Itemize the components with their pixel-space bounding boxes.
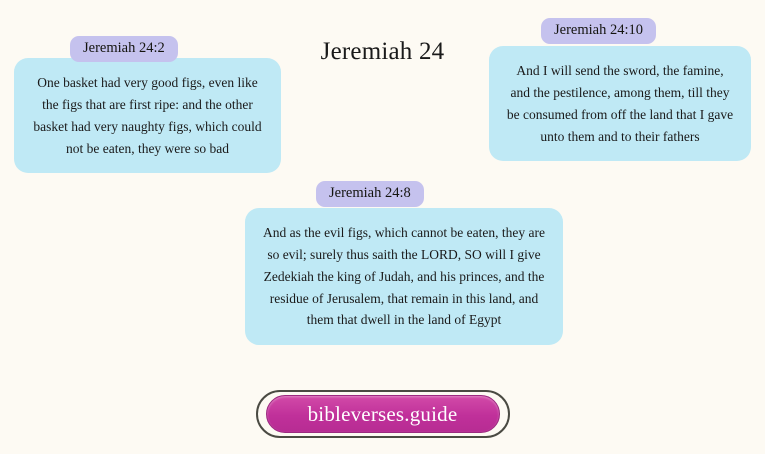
brand-pill[interactable] [266,395,500,433]
verse-label-jeremiah-24-2: Jeremiah 24:2 [70,36,178,62]
page-title: Jeremiah 24 [320,38,445,65]
verse-card-jeremiah-24-10: And I will send the sword, the famine, and the pestilence, among them, till they be consumed from off the land that I gave unto them and to their fathers [489,46,751,161]
verse-label-jeremiah-24-8: Jeremiah 24:8 [316,181,424,207]
verse-label-jeremiah-24-10: Jeremiah 24:10 [541,18,656,44]
verse-card-jeremiah-24-8: And as the evil figs, which cannot be eaten, they are so evil; surely thus saith the LORD, SO will I give Zedekiah the king of Judah, and his princes, and the residue of Jerusalem, that remain in this land, and them that dwell in the land of Egypt [245,208,563,345]
brand-footer [256,390,510,438]
verse-card-jeremiah-24-2: One basket had very good figs, even like the figs that are first ripe: and the other basket had very naughty figs, which could not be eaten, they were so bad [14,58,281,173]
brand-label: bibleverses.guide [307,401,458,426]
